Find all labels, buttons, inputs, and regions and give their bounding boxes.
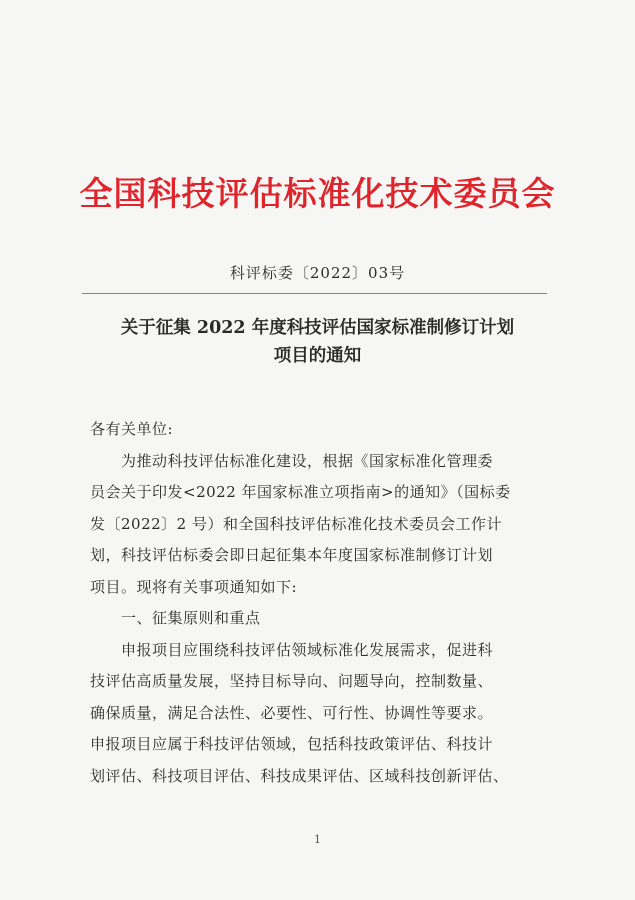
body-line: 员会关于印发<2022 年国家标准立项指南>的通知》（国标委 xyxy=(90,483,511,501)
salutation: 各有关单位: xyxy=(90,420,174,438)
notice-body xyxy=(90,414,560,792)
body-line: 申报项目应围绕科技评估领域标准化发展需求，促进科 xyxy=(90,640,494,659)
organization-header: 全国科技评估标准化技术委员会 xyxy=(79,174,556,213)
section-heading: 一、征集原则和重点 xyxy=(90,609,261,627)
body-line: 技评估高质量发展，坚持目标导向、问题导向，控制数量、 xyxy=(90,672,494,690)
body-line: 项目。现将有关事项通知如下: xyxy=(90,577,298,596)
body-line: 划，科技评估标委会即日起征集本年度国家标准制修订计划 xyxy=(90,546,494,564)
body-line: 申报项目应属于科技评估领域，包括科技政策评估、科技计 xyxy=(90,735,494,753)
notice-title-line-2: 项目的通知 xyxy=(273,346,362,366)
body-line: 划评估、科技项目评估、科技成果评估、区域科技创新评估、 xyxy=(90,766,509,785)
notice-title-line-1: 关于征集 2022 年度科技评估国家标准制修订计划 xyxy=(120,318,515,338)
body-line: 为推动科技评估标准化建设，根据《国家标准化管理委 xyxy=(90,451,494,470)
body-line: 确保质量，满足合法性、必要性、可行性、协调性等要求。 xyxy=(90,703,494,722)
page-number: 1 xyxy=(314,833,321,846)
notice-title xyxy=(0,314,635,370)
body-line: 发〔2022〕2 号）和全国科技评估标准化技术委员会工作计 xyxy=(90,514,502,533)
red-divider-line xyxy=(82,293,547,294)
document-number: 科评标委〔2022〕03号 xyxy=(229,264,406,282)
